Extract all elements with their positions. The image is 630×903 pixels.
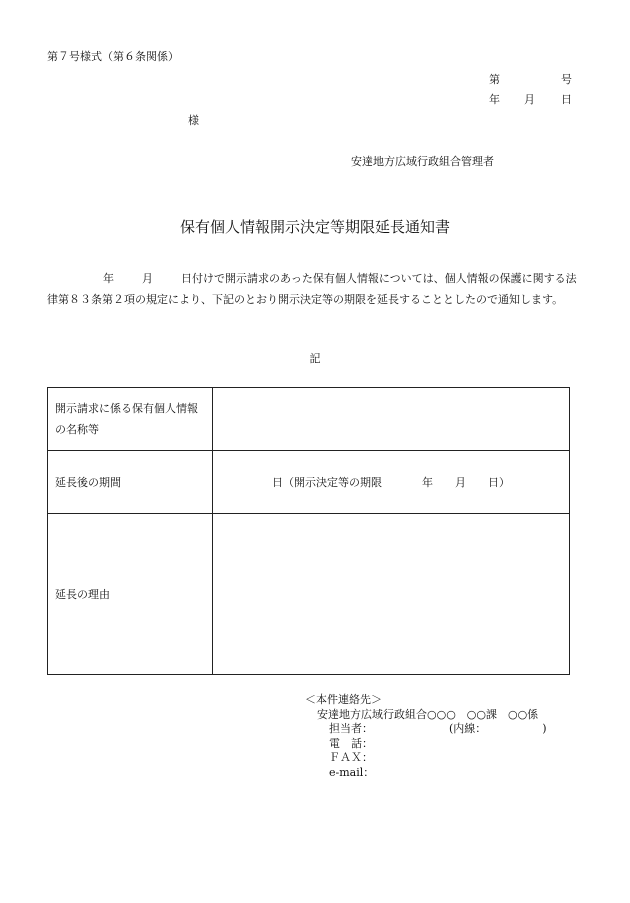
- document-title: 保有個人情報開示決定等期限延長通知書: [179, 218, 450, 236]
- contact-email-row: [305, 766, 547, 781]
- body-text: 日付けで開示請求のあった保有個人情報については、個人情報の保護に関する法律第８３条第２項の規定により、下記のとおり開示決定等の期限を延長することとしたので通知します。: [47, 272, 577, 306]
- contact-phone-row: [305, 737, 547, 752]
- contact-email-label: e-mail：: [329, 765, 375, 779]
- contact-fax-row: [305, 751, 547, 766]
- period-day-text: 日（開示決定等の期限: [272, 476, 382, 489]
- date-year: 年: [489, 93, 500, 106]
- period-close: 日）: [488, 476, 510, 489]
- sender-name: 安達地方広域行政組合管理者: [351, 155, 494, 168]
- info-name-value: [213, 388, 570, 451]
- table-row: [48, 514, 570, 675]
- contact-ext-close: ): [542, 722, 547, 735]
- contact-person-label: 担当者：: [329, 722, 373, 735]
- date-month: 月: [524, 93, 535, 106]
- contact-person-row: [305, 722, 547, 737]
- contact-phone-label: 電 話：: [329, 736, 373, 750]
- date-day: 日: [561, 93, 572, 106]
- table-row: [48, 388, 570, 451]
- contact-ext-open: (内線：: [449, 722, 487, 735]
- body-paragraph: [47, 268, 577, 310]
- form-label: 第７号様式（第６条関係）: [47, 50, 179, 63]
- contact-org: 安達地方広域行政組合○○○ ○○課 ○○係: [317, 707, 539, 721]
- reason-value: [213, 514, 570, 675]
- body-month: 月: [142, 272, 153, 285]
- ki-heading: 記: [309, 352, 321, 365]
- period-label: 延長後の期間: [48, 451, 213, 514]
- period-value: [213, 451, 570, 514]
- extension-details-table: [47, 387, 570, 675]
- contact-heading: ＜本件連絡先＞: [305, 693, 382, 706]
- addressee-honorific: 様: [188, 114, 199, 127]
- table-row: [48, 451, 570, 514]
- reason-label: 延長の理由: [48, 514, 213, 675]
- period-month: 月: [455, 476, 466, 489]
- period-year: 年: [422, 476, 433, 489]
- contact-block: [305, 693, 547, 780]
- document-number-suffix: 号: [561, 73, 572, 86]
- info-name-label: 開示請求に係る保有個人情報の名称等: [48, 388, 213, 451]
- document-number-prefix: 第: [489, 73, 500, 86]
- body-year: 年: [103, 272, 114, 285]
- contact-fax-label: ＦＡＸ：: [329, 751, 373, 764]
